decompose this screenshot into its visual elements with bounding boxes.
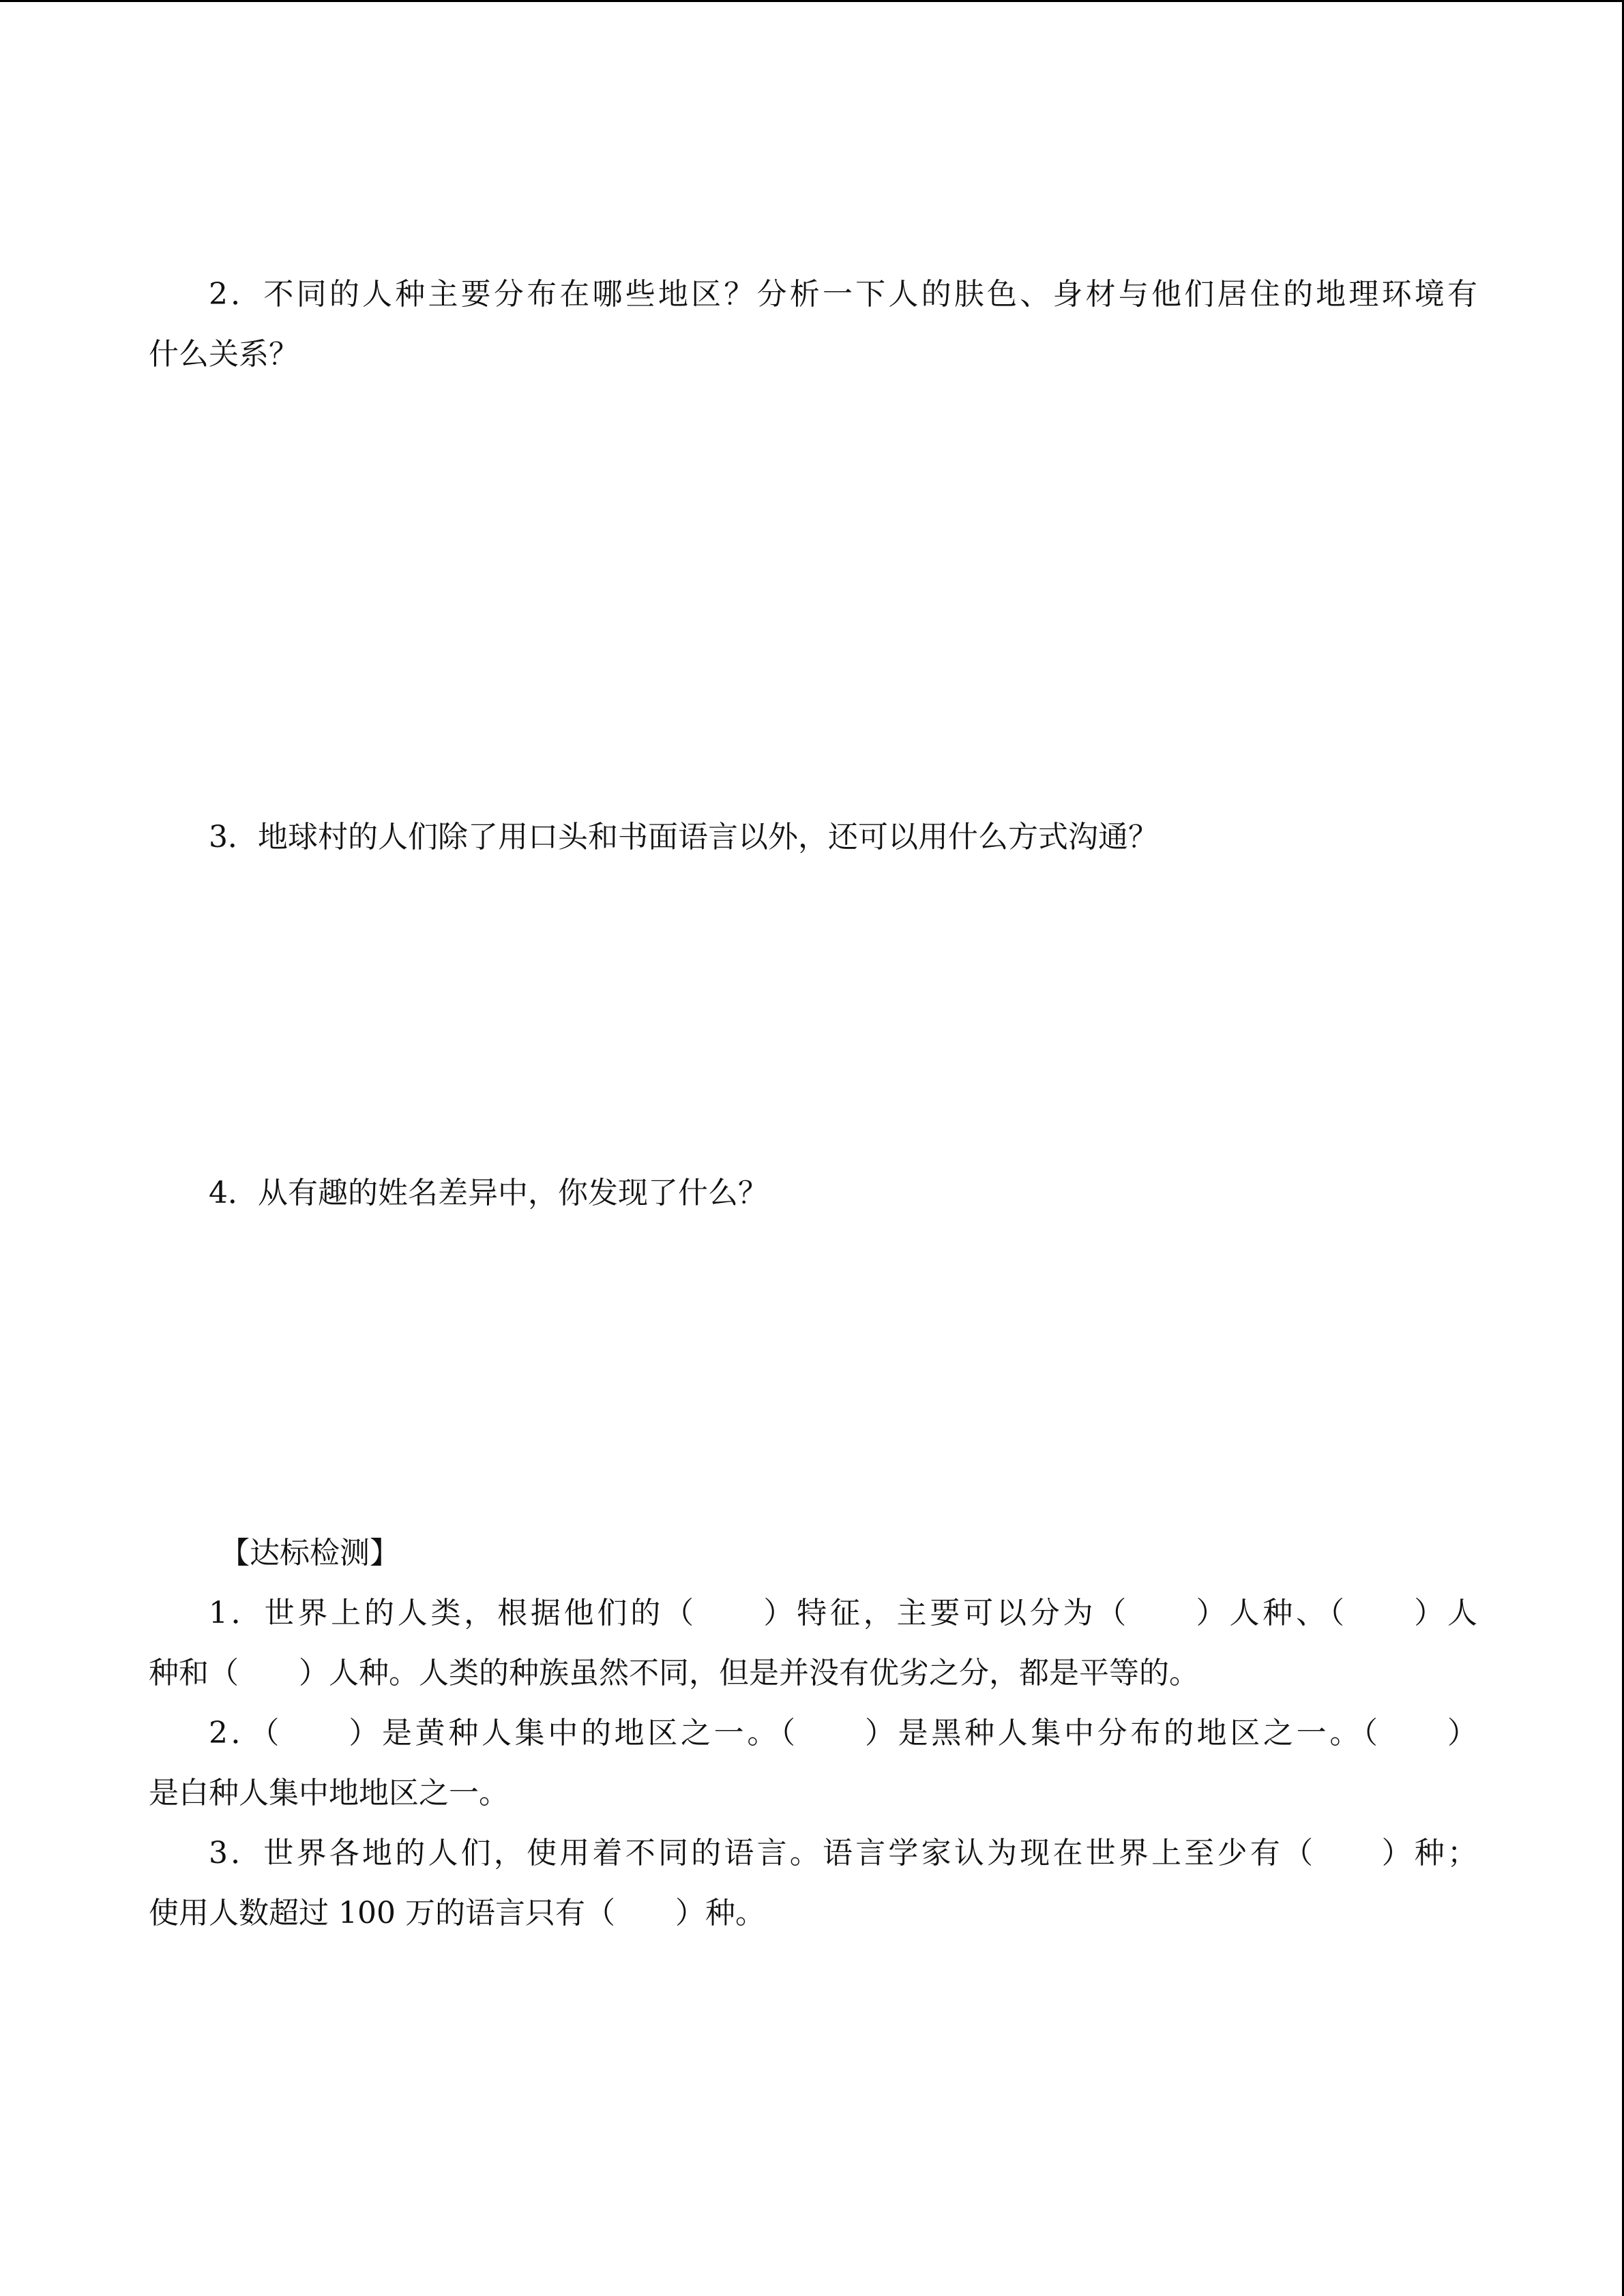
assessment-item-2-line-1: 2．（ ）是黄种人集中的地区之一。（ ）是黑种人集中分布的地区之一。（ ） — [209, 1716, 1477, 1750]
assessment-heading: 【达标检测】 — [220, 1536, 400, 1570]
question-2-line-2: 什么关系？ — [149, 337, 299, 372]
assessment-item-1-line-1: 1．世界上的人类，根据他们的（ ）特征，主要可以分为（ ）人种、（ ）人 — [209, 1596, 1477, 1630]
question-2-line-1: 2．不同的人种主要分布在哪些地区？分析一下人的肤色、身材与他们居住的地理环境有 — [209, 277, 1477, 312]
question-4-line-1: 4．从有趣的姓名差异中，你发现了什么？ — [209, 1176, 768, 1210]
question-4 — [149, 1163, 1477, 1223]
question-2 — [149, 265, 1477, 385]
assessment-item-2-line-2: 是白种人集中地地区之一。 — [149, 1776, 509, 1810]
question-3-line-1: 3．地球村的人们除了用口头和书面语言以外，还可以用什么方式沟通？ — [209, 820, 1158, 854]
assessment-item-3-line-1: 3．世界各地的人们，使用着不同的语言。语言学家认为现在世界上至少有（ ）种； — [209, 1836, 1477, 1870]
page-top-border — [0, 0, 1624, 2]
assessment-item-3-line-2: 使用人数超过 100 万的语言只有（ ）种。 — [149, 1896, 765, 1930]
assessment-item-1-line-2: 种和（ ）人种。人类的种族虽然不同，但是并没有优劣之分，都是平等的。 — [149, 1656, 1199, 1690]
question-3 — [149, 807, 1477, 867]
assessment-section — [149, 1523, 1477, 1943]
